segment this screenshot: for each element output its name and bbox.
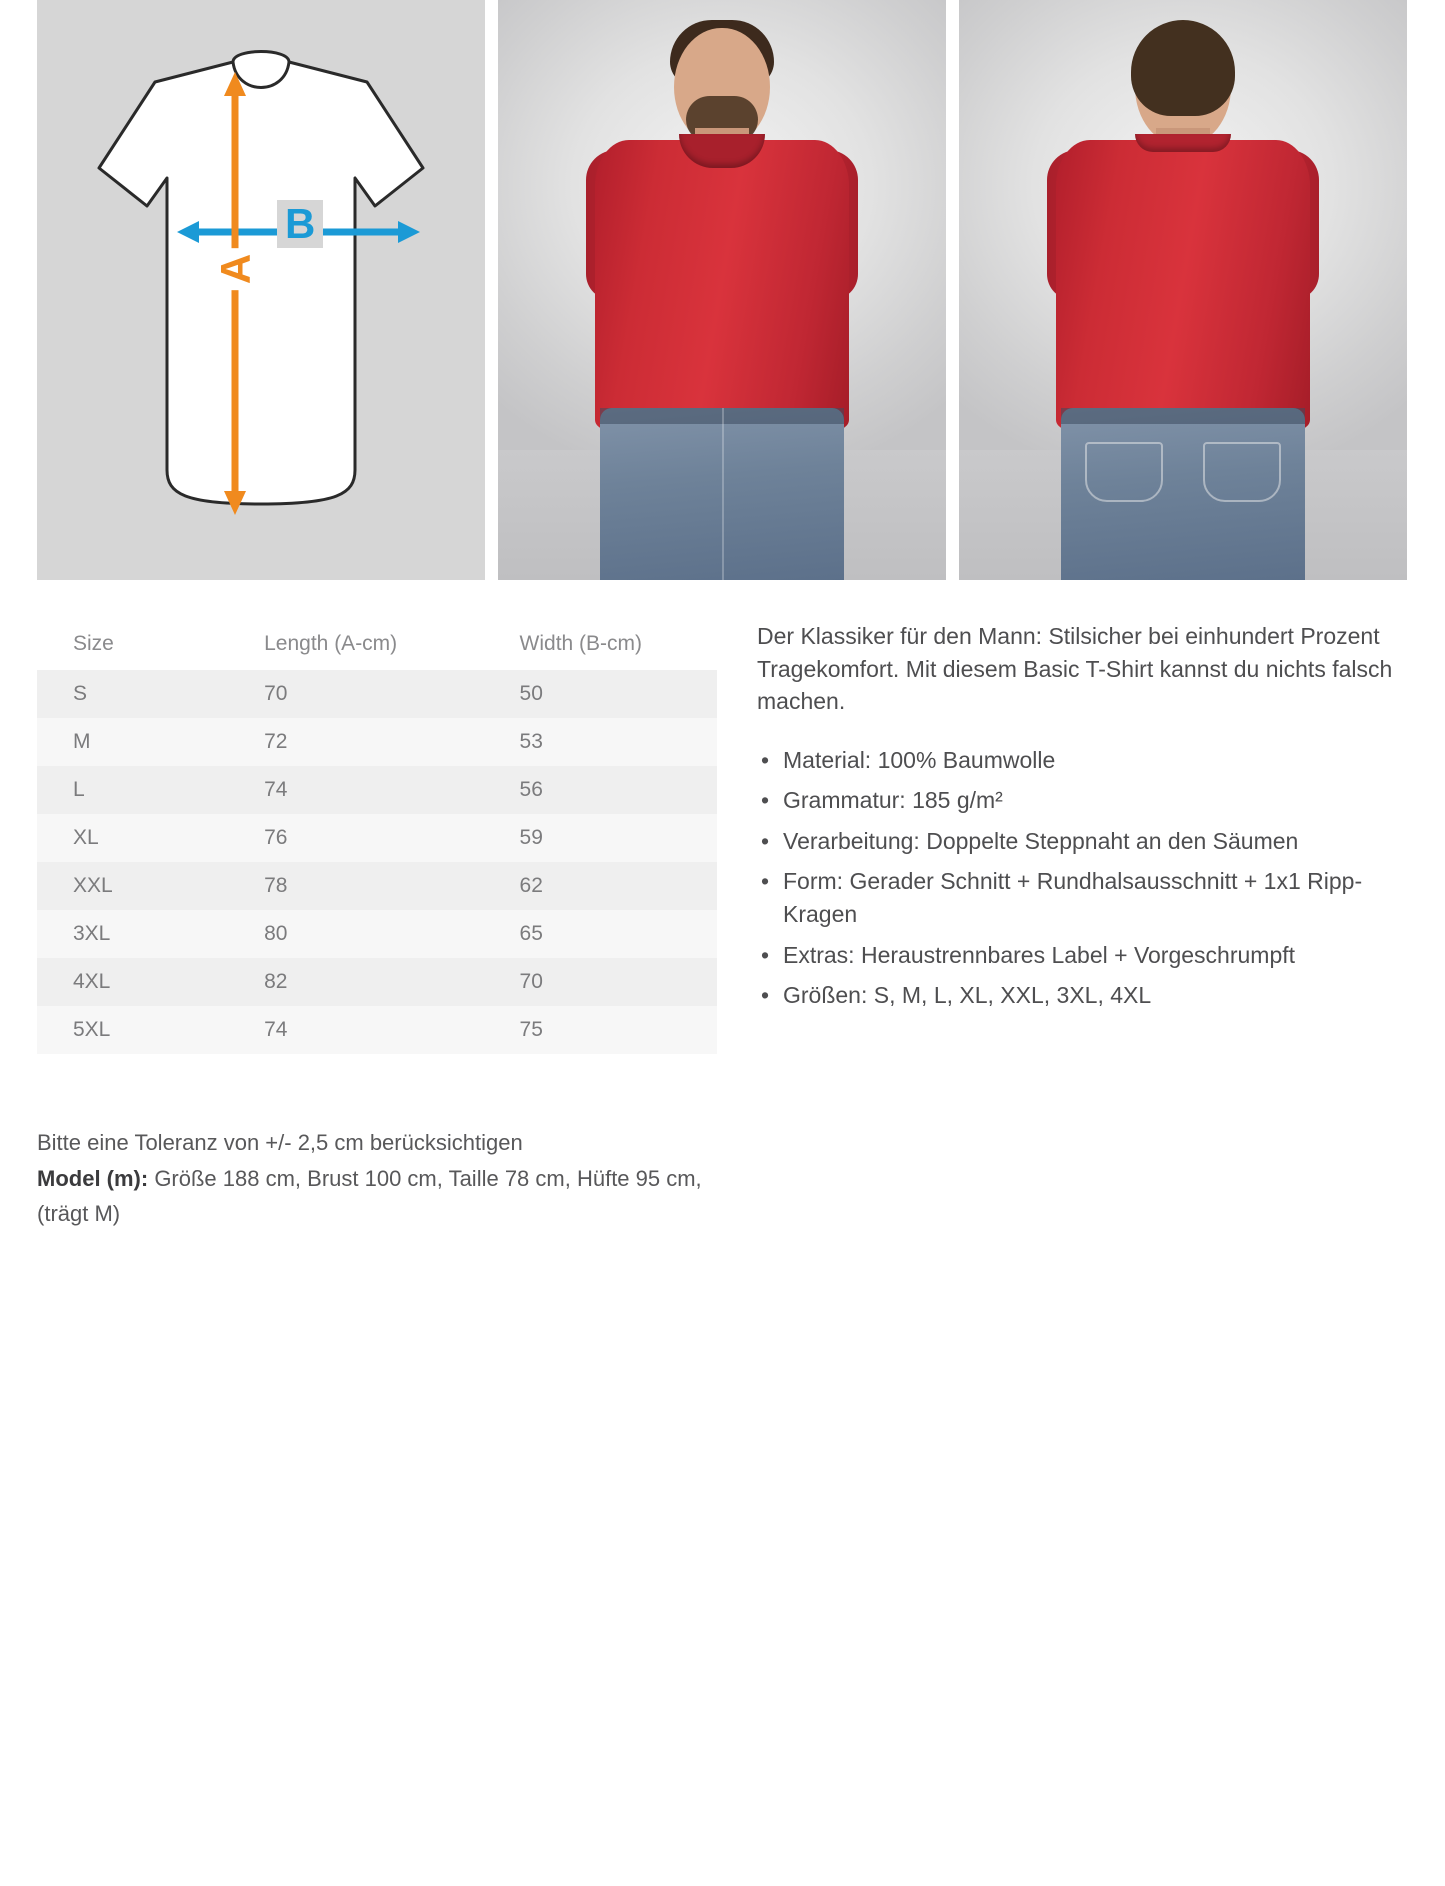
table-row xyxy=(37,862,717,910)
list-item: • Form: Gerader Schnitt + Rundhalsausschnitt + 1x1 Ripp-Kragen xyxy=(757,865,1397,932)
table-row xyxy=(37,958,717,1006)
cell-length: 72 xyxy=(264,730,288,753)
description-bullet-list xyxy=(757,744,1397,1012)
cell-size: S xyxy=(73,682,88,705)
model-jeans-back xyxy=(1061,408,1305,580)
cell-length: 82 xyxy=(264,970,288,993)
model-label: Model (m): xyxy=(37,1165,149,1191)
cell-length: 80 xyxy=(264,922,288,945)
cell-size: M xyxy=(73,730,91,753)
model-info xyxy=(37,1161,727,1232)
jeans-waistband xyxy=(1061,408,1305,424)
table-row xyxy=(37,718,717,766)
jeans-seam xyxy=(722,408,724,580)
cell-width: 75 xyxy=(519,1018,543,1041)
model-hair xyxy=(1131,20,1235,116)
table-row xyxy=(37,1006,717,1054)
table-header-row xyxy=(37,620,717,670)
size-note xyxy=(37,1125,727,1232)
description-intro: Der Klassiker für den Mann: Stilsicher bei einhundert Prozent Tragekomfort. Mit diesem Basic T-Shirt kannst du nichts falsch machen. xyxy=(757,623,1393,715)
product-image-strip xyxy=(37,0,1409,580)
cell-width: 70 xyxy=(519,970,543,993)
diagram-label-b: B xyxy=(277,200,323,248)
cell-length: 70 xyxy=(264,682,288,705)
cell-width: 53 xyxy=(519,730,543,753)
model-front-image xyxy=(498,0,946,580)
model-measurements: Größe 188 cm, Brust 100 cm, Taille 78 cm, Hüfte 95 cm, (trägt M) xyxy=(37,1165,702,1227)
model-jeans-front xyxy=(600,408,844,580)
product-description xyxy=(757,620,1397,1019)
cell-size: 3XL xyxy=(73,922,111,945)
table-row xyxy=(37,670,717,718)
cell-size: XXL xyxy=(73,874,113,897)
cell-length: 76 xyxy=(264,826,288,849)
cell-width: 50 xyxy=(519,682,543,705)
cell-length: 78 xyxy=(264,874,288,897)
tshirt-diagram xyxy=(37,0,485,580)
header-width: Width (B-cm) xyxy=(519,632,643,655)
size-chart-table xyxy=(37,620,717,1054)
size-chart-head xyxy=(37,620,717,670)
cell-size: L xyxy=(73,778,85,801)
cell-size: 4XL xyxy=(73,970,111,993)
cell-width: 56 xyxy=(519,778,543,801)
cell-width: 65 xyxy=(519,922,543,945)
cell-width: 62 xyxy=(519,874,543,897)
jeans-pocket-left xyxy=(1085,442,1163,502)
size-chart-body xyxy=(37,670,717,1054)
table-row xyxy=(37,910,717,958)
cell-length: 74 xyxy=(264,1018,288,1041)
table-row xyxy=(37,766,717,814)
tshirt-front-body xyxy=(595,140,849,430)
tshirt-back-body xyxy=(1056,140,1310,430)
list-item: • Extras: Heraustrennbares Label + Vorgeschrumpft xyxy=(757,939,1397,972)
header-length: Length (A-cm) xyxy=(264,632,398,655)
list-item: • Material: 100% Baumwolle xyxy=(757,744,1397,777)
tolerance-text: Bitte eine Toleranz von +/- 2,5 cm berücksichtigen xyxy=(37,1130,523,1155)
table-row xyxy=(37,814,717,862)
cell-size: 5XL xyxy=(73,1018,111,1041)
list-item: • Grammatur: 185 g/m² xyxy=(757,784,1397,817)
jeans-pocket-right xyxy=(1203,442,1281,502)
size-diagram-image xyxy=(37,0,485,580)
model-back-image xyxy=(959,0,1407,580)
cell-size: XL xyxy=(73,826,99,849)
model-back-photo xyxy=(959,0,1407,580)
tshirt-outline-svg xyxy=(37,0,485,580)
cell-width: 59 xyxy=(519,826,543,849)
header-size: Size xyxy=(73,632,114,655)
list-item: • Größen: S, M, L, XL, XXL, 3XL, 4XL xyxy=(757,979,1397,1012)
cell-length: 74 xyxy=(264,778,288,801)
diagram-label-a: A xyxy=(212,248,260,290)
list-item: • Verarbeitung: Doppelte Steppnaht an den Säumen xyxy=(757,825,1397,858)
model-front-photo xyxy=(498,0,946,580)
